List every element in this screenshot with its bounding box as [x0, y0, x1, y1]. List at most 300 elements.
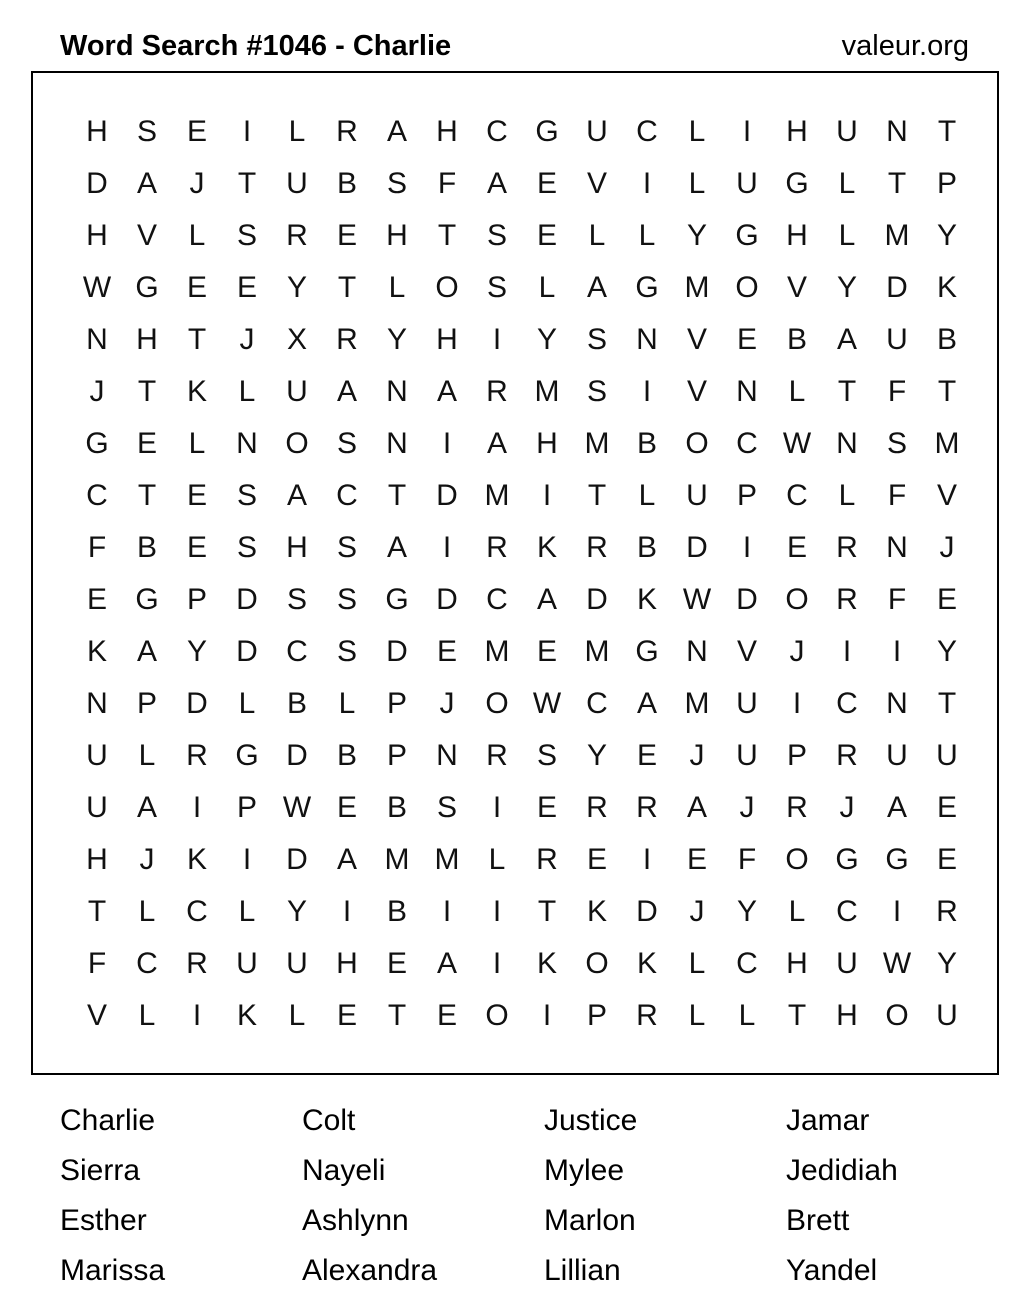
grid-cell: T [387, 479, 407, 512]
grid-cell: N [386, 427, 408, 460]
grid-cell: T [937, 115, 957, 148]
grid-cell: I [492, 947, 502, 980]
grid-cell: B [636, 531, 657, 564]
grid-cell: B [936, 323, 957, 356]
grid-cell: B [336, 739, 357, 772]
grid-cell: A [386, 115, 407, 148]
grid-cell: I [492, 323, 502, 356]
grid-cell: Y [286, 271, 307, 304]
grid-cell: E [86, 583, 107, 616]
grid-cell: R [836, 583, 858, 616]
grid-cell: O [285, 427, 309, 460]
grid-cell: M [384, 843, 410, 876]
grid-cell: I [892, 635, 902, 668]
grid-cell: K [636, 947, 657, 980]
grid-cell: T [437, 219, 457, 252]
grid-cell: Y [536, 323, 557, 356]
grid-cell: E [336, 999, 357, 1032]
grid-cell: R [636, 791, 658, 824]
grid-cell: A [686, 791, 707, 824]
grid-cell: D [586, 583, 608, 616]
grid-cell: E [436, 999, 457, 1032]
grid-cell: S [886, 427, 907, 460]
grid-cell: N [436, 739, 458, 772]
grid-cell: T [337, 271, 357, 304]
grid-cell: G [835, 843, 859, 876]
grid-cell: E [686, 843, 707, 876]
grid-cell: U [286, 375, 308, 408]
grid-cell: R [486, 375, 508, 408]
grid-cell: M [584, 635, 610, 668]
grid-cell: R [186, 947, 208, 980]
grid-cell: U [836, 947, 858, 980]
grid-cell: I [742, 115, 752, 148]
grid-cell: R [336, 323, 358, 356]
grid-cell: H [436, 323, 458, 356]
word-list [60, 1096, 1028, 1296]
grid-cell: B [386, 895, 407, 928]
grid-cell: L [238, 687, 256, 720]
grid-cell: I [842, 635, 852, 668]
grid-cell: L [788, 895, 806, 928]
grid-cell: O [485, 687, 509, 720]
grid-cell: D [736, 583, 758, 616]
grid-cell: N [886, 531, 908, 564]
grid-cell: D [886, 271, 908, 304]
grid-cell: A [336, 375, 357, 408]
grid-cell: C [836, 895, 858, 928]
grid-cell: K [586, 895, 607, 928]
grid-cell: D [636, 895, 658, 928]
grid-cell: H [286, 531, 308, 564]
grid-cell: N [736, 375, 758, 408]
grid-cell: A [436, 947, 457, 980]
grid-cell: L [638, 219, 656, 252]
grid-cell: L [338, 687, 356, 720]
grid-cell: C [836, 687, 858, 720]
grid-cell: K [86, 635, 107, 668]
grid-cell: K [186, 843, 207, 876]
grid-cell: I [642, 843, 652, 876]
grid-cell: A [586, 271, 607, 304]
grid-cell: S [236, 531, 257, 564]
grid-cell: B [136, 531, 157, 564]
grid-cell: E [936, 791, 957, 824]
grid-cell: R [786, 791, 808, 824]
grid-cell: O [785, 583, 809, 616]
grid-cell: Y [586, 739, 607, 772]
grid-cell: O [435, 271, 459, 304]
grid-cell: A [536, 583, 557, 616]
grid-cell: G [385, 583, 409, 616]
grid-cell: D [386, 635, 408, 668]
grid-cell: G [135, 583, 159, 616]
grid-cell: Y [386, 323, 407, 356]
grid-cell: R [636, 999, 658, 1032]
word-list-item: Jedidiah [786, 1154, 898, 1187]
grid-cell: G [635, 271, 659, 304]
grid-cell: K [186, 375, 207, 408]
grid-cell: M [534, 375, 560, 408]
grid-cell: L [638, 479, 656, 512]
grid-cell: V [686, 375, 707, 408]
grid-cell: F [737, 843, 757, 876]
grid-cell: R [536, 843, 558, 876]
grid-cell: H [336, 947, 358, 980]
grid-cell: C [736, 947, 758, 980]
grid-cell: S [336, 531, 357, 564]
grid-cell: O [735, 271, 759, 304]
grid-cell: Y [286, 895, 307, 928]
grid-cell: G [135, 271, 159, 304]
grid-cell: O [685, 427, 709, 460]
grid-cell: C [186, 895, 208, 928]
grid-cell: R [836, 531, 858, 564]
grid-cell: R [286, 219, 308, 252]
grid-cell: S [136, 115, 157, 148]
grid-cell: I [792, 687, 802, 720]
letter-grid [72, 106, 972, 1042]
grid-cell: I [242, 843, 252, 876]
grid-cell: M [684, 271, 710, 304]
grid-cell: E [336, 791, 357, 824]
grid-cell: I [442, 895, 452, 928]
grid-cell: E [536, 167, 557, 200]
grid-cell: S [336, 635, 357, 668]
grid-cell: D [286, 739, 308, 772]
word-list-item: Charlie [60, 1104, 156, 1137]
grid-cell: T [137, 375, 157, 408]
grid-cell: E [236, 271, 257, 304]
grid-cell: C [486, 583, 508, 616]
grid-cell: L [388, 271, 406, 304]
word-list-item: Yandel [786, 1254, 878, 1287]
grid-cell: J [739, 791, 755, 824]
grid-cell: I [542, 999, 552, 1032]
grid-cell: P [386, 687, 407, 720]
grid-cell: H [86, 219, 108, 252]
grid-cell: Y [936, 219, 957, 252]
grid-cell: E [736, 323, 757, 356]
word-list-item: Brett [786, 1204, 850, 1237]
grid-cell: I [542, 479, 552, 512]
grid-cell: H [386, 219, 408, 252]
grid-cell: S [486, 219, 507, 252]
word-list-item: Alexandra [302, 1254, 438, 1287]
grid-cell: J [939, 531, 955, 564]
grid-cell: L [238, 375, 256, 408]
grid-cell: E [186, 115, 207, 148]
grid-cell: E [386, 947, 407, 980]
grid-cell: V [736, 635, 757, 668]
grid-cell: I [892, 895, 902, 928]
grid-cell: C [736, 427, 758, 460]
grid-cell: V [586, 167, 607, 200]
grid-cell: A [486, 427, 507, 460]
word-list-item: Mylee [544, 1154, 625, 1187]
grid-cell: N [636, 323, 658, 356]
grid-cell: E [136, 427, 157, 460]
grid-cell: R [836, 739, 858, 772]
grid-cell: I [342, 895, 352, 928]
grid-cell: L [738, 999, 756, 1032]
grid-cell: B [286, 687, 307, 720]
grid-cell: D [686, 531, 708, 564]
grid-cell: W [782, 427, 812, 460]
grid-cell: E [936, 583, 957, 616]
grid-cell: A [286, 479, 307, 512]
grid-cell: E [186, 479, 207, 512]
grid-cell: V [86, 999, 107, 1032]
grid-cell: U [936, 999, 958, 1032]
grid-cell: Y [686, 219, 707, 252]
site-name: valeur.org [841, 30, 969, 62]
grid-cell: U [86, 791, 108, 824]
word-list-item: Marissa [60, 1254, 166, 1287]
grid-cell: L [688, 947, 706, 980]
grid-cell: I [192, 791, 202, 824]
grid-cell: N [886, 115, 908, 148]
grid-cell: T [387, 999, 407, 1032]
grid-cell: P [936, 167, 957, 200]
word-list-item: Esther [60, 1204, 147, 1237]
grid-cell: D [236, 583, 258, 616]
grid-cell: K [936, 271, 957, 304]
grid-cell: T [87, 895, 107, 928]
grid-cell: A [886, 791, 907, 824]
grid-cell: U [836, 115, 858, 148]
grid-cell: E [536, 219, 557, 252]
grid-cell: W [682, 583, 712, 616]
grid-cell: K [536, 531, 557, 564]
grid-cell: J [689, 895, 705, 928]
grid-cell: G [885, 843, 909, 876]
grid-cell: D [286, 843, 308, 876]
grid-cell: E [336, 219, 357, 252]
grid-cell: A [136, 167, 157, 200]
grid-cell: G [535, 115, 559, 148]
grid-cell: T [187, 323, 207, 356]
grid-cell: K [636, 583, 657, 616]
word-list-item: Nayeli [302, 1154, 386, 1187]
grid-cell: C [486, 115, 508, 148]
grid-cell: H [536, 427, 558, 460]
grid-cell: I [742, 531, 752, 564]
grid-cell: L [488, 843, 506, 876]
grid-cell: G [85, 427, 109, 460]
grid-cell: T [787, 999, 807, 1032]
grid-cell: I [642, 167, 652, 200]
grid-cell: S [236, 219, 257, 252]
word-list-item: Sierra [60, 1154, 141, 1187]
grid-cell: V [786, 271, 807, 304]
grid-cell: K [236, 999, 257, 1032]
grid-cell: A [486, 167, 507, 200]
grid-cell: M [434, 843, 460, 876]
grid-cell: W [532, 687, 562, 720]
grid-cell: R [486, 531, 508, 564]
grid-cell: S [486, 271, 507, 304]
grid-cell: I [442, 531, 452, 564]
grid-cell: P [386, 739, 407, 772]
grid-cell: E [536, 791, 557, 824]
grid-cell: S [386, 167, 407, 200]
grid-cell: C [636, 115, 658, 148]
grid-cell: L [138, 999, 156, 1032]
grid-cell: V [936, 479, 957, 512]
grid-cell: U [286, 947, 308, 980]
grid-cell: H [786, 115, 808, 148]
word-list-item: Jamar [786, 1104, 870, 1137]
grid-cell: O [485, 999, 509, 1032]
grid-cell: F [87, 947, 107, 980]
grid-cell: T [587, 479, 607, 512]
grid-cell: P [186, 583, 207, 616]
grid-cell: R [586, 791, 608, 824]
grid-cell: U [736, 687, 758, 720]
grid-cell: G [635, 635, 659, 668]
grid-cell: G [235, 739, 259, 772]
grid-cell: L [838, 167, 856, 200]
grid-cell: J [839, 791, 855, 824]
grid-cell: M [484, 635, 510, 668]
grid-cell: R [336, 115, 358, 148]
grid-cell: I [492, 791, 502, 824]
grid-cell: S [586, 375, 607, 408]
grid-cell: U [86, 739, 108, 772]
grid-cell: F [887, 583, 907, 616]
grid-cell: W [82, 271, 112, 304]
grid-cell: T [137, 479, 157, 512]
grid-cell: L [838, 219, 856, 252]
grid-cell: A [136, 635, 157, 668]
grid-cell: U [936, 739, 958, 772]
grid-cell: M [934, 427, 960, 460]
grid-cell: D [186, 687, 208, 720]
grid-cell: N [86, 687, 108, 720]
grid-cell: A [836, 323, 857, 356]
grid-cell: C [336, 479, 358, 512]
grid-cell: T [937, 375, 957, 408]
grid-cell: U [886, 323, 908, 356]
grid-cell: R [936, 895, 958, 928]
grid-cell: F [87, 531, 107, 564]
grid-cell: K [536, 947, 557, 980]
grid-cell: I [642, 375, 652, 408]
grid-cell: A [436, 375, 457, 408]
grid-cell: A [636, 687, 657, 720]
grid-cell: F [437, 167, 457, 200]
grid-cell: Y [936, 635, 957, 668]
grid-cell: T [837, 375, 857, 408]
grid-cell: S [236, 479, 257, 512]
grid-cell: U [736, 739, 758, 772]
grid-cell: T [237, 167, 257, 200]
grid-cell: M [884, 219, 910, 252]
grid-cell: M [584, 427, 610, 460]
grid-cell: R [186, 739, 208, 772]
grid-cell: J [689, 739, 705, 772]
grid-cell: C [586, 687, 608, 720]
grid-cell: Y [836, 271, 857, 304]
grid-cell: C [786, 479, 808, 512]
puzzle-box [31, 71, 999, 1075]
grid-cell: L [188, 427, 206, 460]
grid-cell: C [136, 947, 158, 980]
grid-cell: I [492, 895, 502, 928]
grid-cell: H [786, 219, 808, 252]
grid-cell: U [236, 947, 258, 980]
grid-cell: P [136, 687, 157, 720]
grid-cell: T [937, 687, 957, 720]
grid-cell: J [439, 687, 455, 720]
grid-cell: L [688, 999, 706, 1032]
grid-cell: B [636, 427, 657, 460]
grid-cell: Y [736, 895, 757, 928]
grid-cell: Y [936, 947, 957, 980]
grid-cell: E [786, 531, 807, 564]
grid-cell: N [836, 427, 858, 460]
grid-cell: G [785, 167, 809, 200]
grid-cell: T [887, 167, 907, 200]
grid-cell: I [442, 427, 452, 460]
grid-cell: S [586, 323, 607, 356]
grid-cell: J [239, 323, 255, 356]
grid-cell: H [86, 115, 108, 148]
grid-cell: V [136, 219, 157, 252]
grid-cell: E [186, 271, 207, 304]
grid-cell: R [486, 739, 508, 772]
grid-cell: L [138, 895, 156, 928]
grid-cell: E [186, 531, 207, 564]
grid-cell: S [336, 583, 357, 616]
grid-cell: L [238, 895, 256, 928]
grid-cell: U [886, 739, 908, 772]
grid-cell: A [386, 531, 407, 564]
grid-cell: J [89, 375, 105, 408]
grid-cell: L [588, 219, 606, 252]
grid-cell: J [789, 635, 805, 668]
grid-cell: N [386, 375, 408, 408]
grid-cell: U [586, 115, 608, 148]
grid-cell: D [236, 635, 258, 668]
grid-cell: E [936, 843, 957, 876]
grid-cell: G [735, 219, 759, 252]
grid-cell: S [336, 427, 357, 460]
grid-cell: M [684, 687, 710, 720]
grid-cell: L [688, 115, 706, 148]
grid-cell: O [785, 843, 809, 876]
word-list-item: Lillian [544, 1254, 621, 1287]
grid-cell: R [586, 531, 608, 564]
grid-cell: T [537, 895, 557, 928]
grid-cell: H [436, 115, 458, 148]
grid-cell: L [138, 739, 156, 772]
grid-cell: H [836, 999, 858, 1032]
grid-cell: B [386, 791, 407, 824]
grid-cell: S [286, 583, 307, 616]
grid-cell: I [242, 115, 252, 148]
grid-cell: O [585, 947, 609, 980]
grid-cell: L [288, 115, 306, 148]
grid-cell: Y [186, 635, 207, 668]
word-list-item: Colt [302, 1104, 356, 1137]
grid-cell: H [86, 843, 108, 876]
grid-cell: A [336, 843, 357, 876]
grid-cell: H [786, 947, 808, 980]
grid-cell: U [286, 167, 308, 200]
grid-cell: L [688, 167, 706, 200]
